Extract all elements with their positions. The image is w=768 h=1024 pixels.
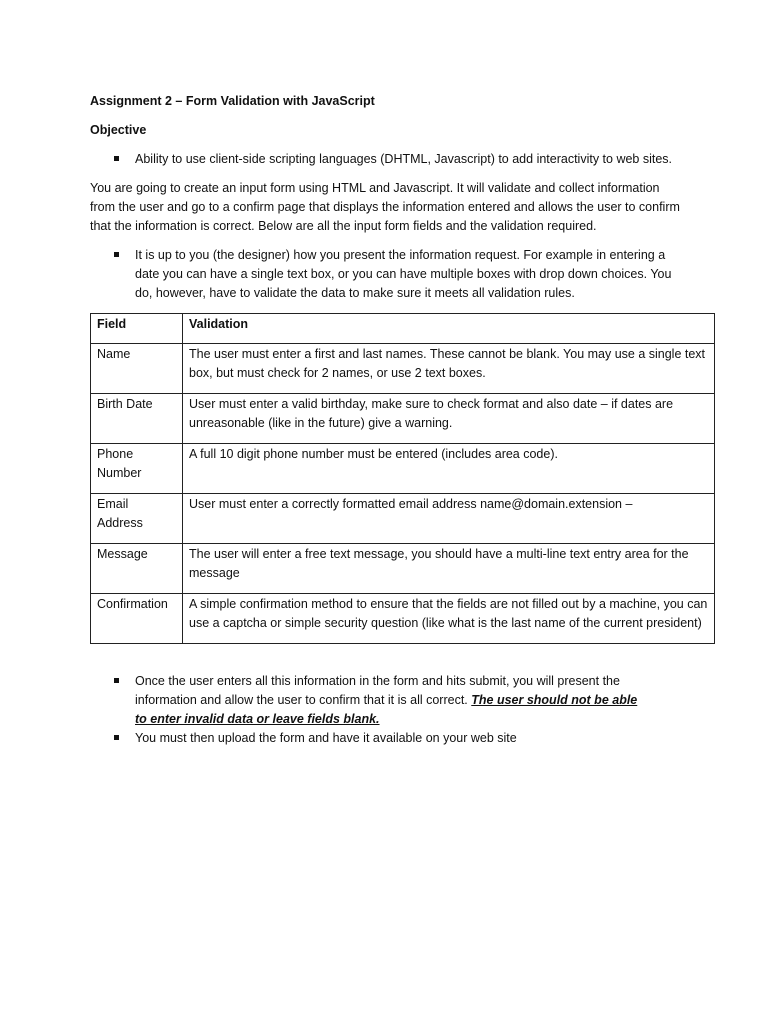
square-bullet-icon	[114, 678, 119, 683]
validation-table	[90, 313, 715, 644]
validation-cell: The user must enter a first and last names. These cannot be blank. You may use a single text box, but must check for 2 names, or use 2 text boxes.	[183, 344, 715, 394]
design-item-text: It is up to you (the designer) how you present the information request. For example in entering a date you can have a single text box, or you can have multiple boxes with drop down choices. You do, however, have to validate the data to make sure it meets all validation rules.	[135, 248, 672, 300]
column-header-field: Field	[91, 314, 183, 344]
validation-cell: A full 10 digit phone number must be entered (includes area code).	[183, 444, 715, 494]
final-list	[90, 672, 650, 748]
upload-item-text: You must then upload the form and have it available on your web site	[135, 731, 517, 745]
objective-item-text: Ability to use client-side scripting languages (DHTML, Javascript) to add interactivity to web sites.	[135, 152, 673, 166]
validation-cell: A simple confirmation method to ensure that the fields are not filled out by a machine, you can use a captcha or simple security question (like what is the last name of the current president)	[183, 594, 715, 644]
objective-item	[90, 150, 690, 169]
submit-emphasis-text: The user should not be able to enter invalid data or leave fields blank.	[135, 693, 638, 726]
objective-list	[90, 150, 690, 169]
field-cell: Confirmation	[91, 594, 183, 644]
upload-item	[90, 729, 650, 748]
column-header-validation: Validation	[183, 314, 715, 344]
table-row	[91, 394, 715, 444]
design-item	[90, 246, 680, 303]
square-bullet-icon	[114, 252, 119, 257]
field-cell: Name	[91, 344, 183, 394]
document-page	[90, 92, 716, 748]
square-bullet-icon	[114, 735, 119, 740]
field-cell: Phone Number	[91, 444, 183, 494]
intro-paragraph: You are going to create an input form using HTML and Javascript. It will validate and collect information from the user and go to a confirm page that displays the information entered and allows the user to confirm that the information is correct. Below are all the input form fields and the validation required.	[90, 181, 680, 233]
document-title: Assignment 2 – Form Validation with JavaScript	[90, 94, 375, 108]
field-cell: Birth Date	[91, 394, 183, 444]
validation-cell: User must enter a valid birthday, make sure to check format and also date – if dates are unreasonable (like in the future) give a warning.	[183, 394, 715, 444]
field-cell: Email Address	[91, 494, 183, 544]
table-row	[91, 544, 715, 594]
validation-cell: The user will enter a free text message, you should have a multi-line text entry area for the message	[183, 544, 715, 594]
table-row	[91, 344, 715, 394]
table-header-row	[91, 314, 715, 344]
submit-item-text: Once the user enters all this information in the form and hits submit, you will present the information and allow the user to confirm that it is all correct.	[135, 674, 620, 707]
square-bullet-icon	[114, 156, 119, 161]
validation-cell: User must enter a correctly formatted email address name@domain.extension –	[183, 494, 715, 544]
objective-heading: Objective	[90, 123, 147, 137]
table-row	[91, 444, 715, 494]
submit-item	[90, 672, 650, 729]
design-list	[90, 246, 680, 303]
table-row	[91, 594, 715, 644]
table-row	[91, 494, 715, 544]
field-cell: Message	[91, 544, 183, 594]
